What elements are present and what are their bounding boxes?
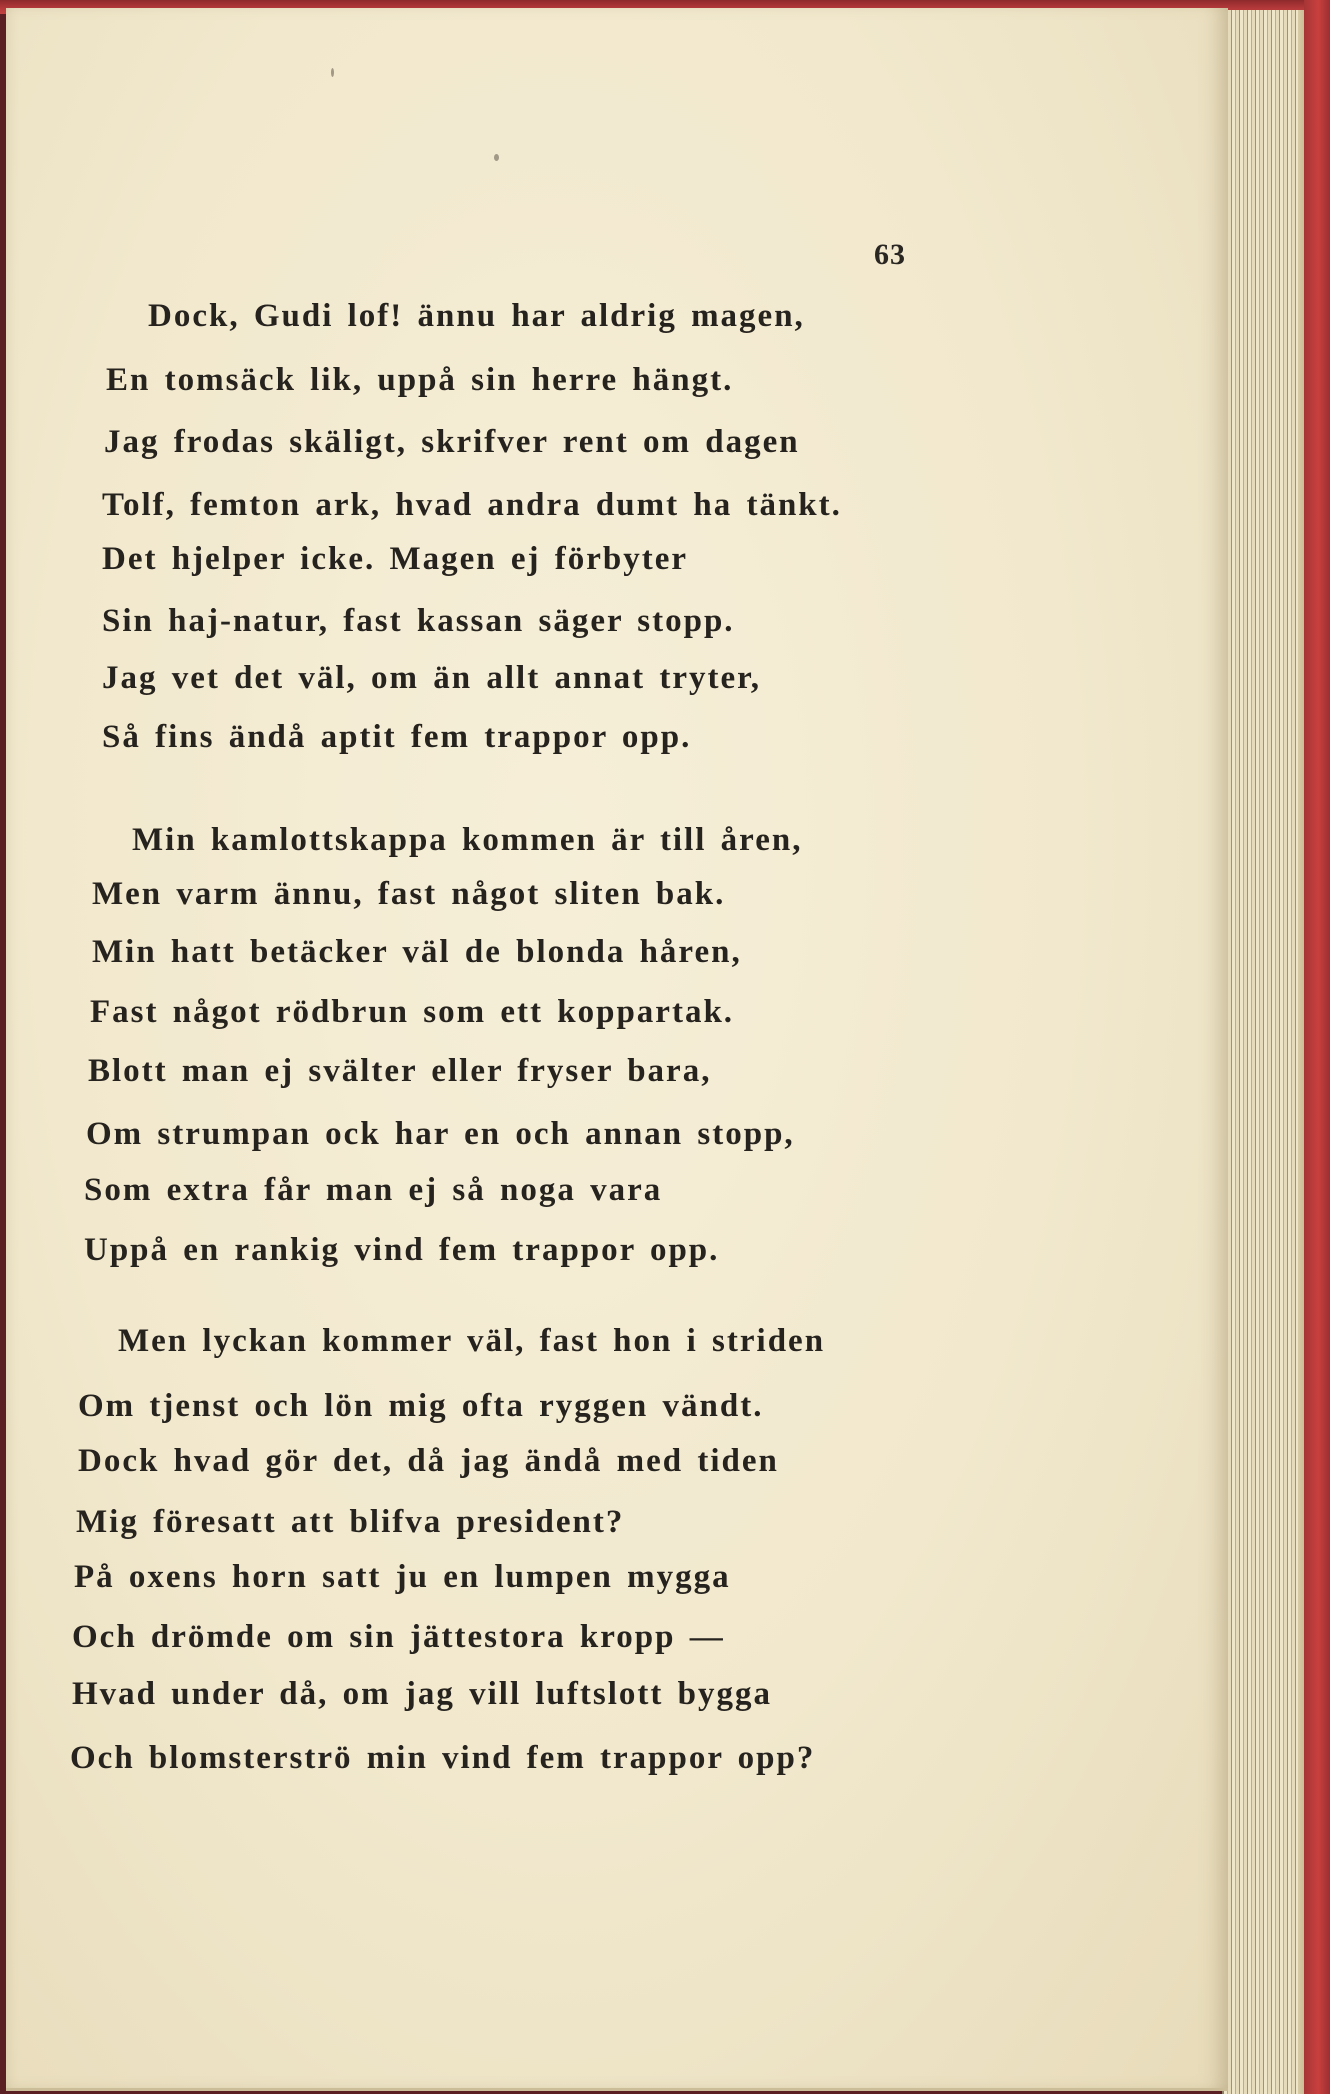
verse-line: Mig föresatt att blifva president?: [76, 1504, 625, 1540]
verse-line: Fast något rödbrun som ett koppartak.: [90, 994, 735, 1030]
book-binding-right: [1304, 0, 1330, 2094]
verse-line: Dock hvad gör det, då jag ändå med tiden: [78, 1443, 779, 1479]
verse-line: Jag vet det väl, om än allt annat tryter,: [102, 660, 762, 696]
verse-line: Och blomsterströ min vind fem trappor opp?: [70, 1740, 816, 1776]
verse-line: Men varm ännu, fast något sliten bak.: [92, 876, 726, 912]
verse-line: Jag frodas skäligt, skrifver rent om dagen: [104, 424, 800, 460]
verse-line: Blott man ej svälter eller fryser bara,: [88, 1053, 712, 1089]
verse-line: Hvad under då, om jag vill luftslott bygga: [72, 1676, 772, 1712]
ink-speck: [331, 68, 334, 77]
verse-line: Sin haj-natur, fast kassan säger stopp.: [102, 603, 735, 639]
verse-line: Om strumpan ock har en och annan stopp,: [86, 1116, 795, 1152]
ink-speck: [494, 154, 499, 161]
verse-line: Det hjelper icke. Magen ej förbyter: [102, 541, 689, 577]
verse-line: Men lyckan kommer väl, fast hon i striden: [118, 1323, 826, 1359]
verse-line: Så fins ändå aptit fem trappor opp.: [102, 719, 692, 755]
verse-line: På oxens horn satt ju en lumpen mygga: [74, 1559, 731, 1595]
verse-line: Som extra får man ej så noga vara: [84, 1172, 663, 1208]
page-number: 63: [874, 238, 906, 271]
verse-line: Tolf, femton ark, hvad andra dumt ha tänkt.: [102, 487, 842, 523]
verse-line: Uppå en rankig vind fem trappor opp.: [84, 1232, 720, 1268]
verse-line: En tomsäck lik, uppå sin herre hängt.: [106, 362, 734, 398]
verse-line: Dock, Gudi lof! ännu har aldrig magen,: [148, 298, 805, 334]
verse-line: Om tjenst och lön mig ofta ryggen vändt.: [78, 1388, 764, 1424]
book-page: [6, 8, 1228, 2091]
verse-line: Och drömde om sin jättestora kropp —: [72, 1619, 725, 1655]
verse-line: Min kamlottskappa kommen är till åren,: [132, 822, 803, 858]
verse-line: Min hatt betäcker väl de blonda håren,: [92, 934, 742, 970]
page-edges: [1222, 10, 1306, 2094]
